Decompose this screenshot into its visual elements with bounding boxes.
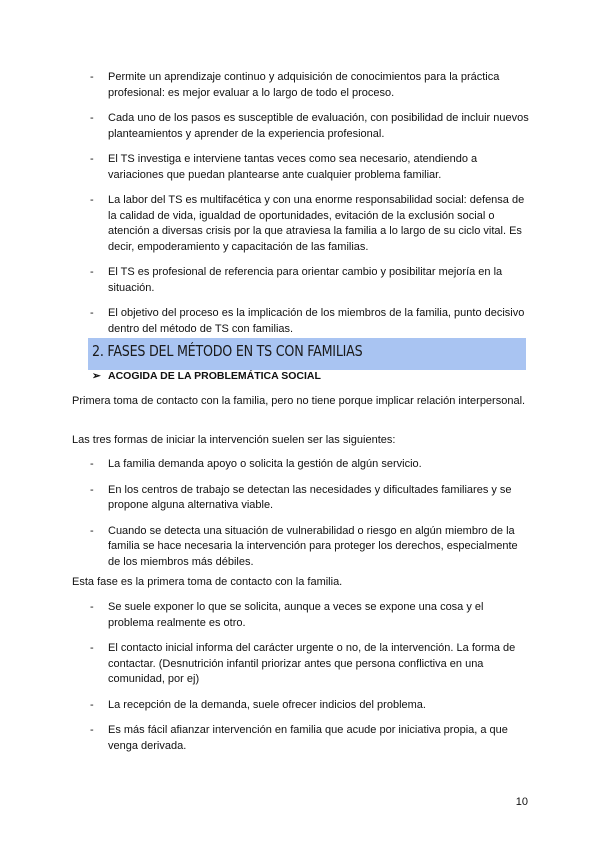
list-item-text: Cuando se detecta una situación de vulnerabilidad o riesgo en algún miembro de la familia se hace necesaria la intervención para proteger los derechos, especialmente de los miembros más débiles. [108, 524, 518, 568]
subheading [92, 370, 321, 382]
dash-bullet: - [90, 698, 94, 711]
list-item [90, 152, 530, 183]
dash-bullet: - [90, 71, 94, 83]
list-item-text: Permite un aprendizaje continuo y adquisición de conocimientos para la práctica profesional: es mejor evaluar a lo largo de todo el proceso. [108, 71, 500, 99]
dash-bullet: - [90, 194, 94, 206]
list-item-text: Cada uno de los pasos es susceptible de evaluación, con posibilidad de incluir nuevos planteamientos y aprender de la experiencia profesional. [108, 112, 529, 140]
bullet-list-first-contact [90, 600, 530, 764]
list-item [90, 111, 530, 142]
dash-bullet: - [90, 266, 94, 278]
list-item-text: La labor del TS es multifacética y con una enorme responsabilidad social: defensa de la calidad de vida, igualdad de oportunidades, evitación de la exclusión social o atención a diversas crisis por la que atraviesa la familia a lo largo de su ciclo vital. Es decir, empoderamiento y capacitación de las familias. [108, 194, 525, 253]
list-item-text: El contacto inicial informa del carácter urgente o no, de la intervención. La forma de contactar. (Desnutrición infantil priorizar antes que persona conflictiva en una comunidad, por ej) [108, 642, 516, 685]
dash-bullet: - [90, 724, 94, 736]
arrow-bullet-icon: ➢ [92, 370, 101, 382]
dash-bullet: - [90, 601, 94, 613]
bullet-list-advantages [90, 70, 530, 347]
list-item-text: En los centros de trabajo se detectan las necesidades y dificultades familiares y se propone alguna alternativa viable. [108, 483, 512, 511]
section-title: 2. FASES DEL MÉTODO EN TS CON FAMILIAS [92, 342, 363, 360]
dash-bullet: - [90, 307, 94, 319]
paragraph: Esta fase es la primera toma de contacto con la familia. [72, 576, 343, 588]
dash-bullet: - [90, 458, 94, 470]
dash-bullet: - [90, 524, 94, 537]
page-number: 10 [515, 796, 528, 808]
list-item [90, 600, 530, 631]
list-item [90, 70, 530, 101]
list-item [90, 524, 530, 571]
list-item [90, 193, 530, 255]
list-item-text: El objetivo del proceso es la implicación de los miembros de la familia, punto decisivo dentro del método de TS con familias. [108, 307, 525, 335]
list-item [90, 698, 530, 714]
list-item [90, 723, 530, 754]
list-item [90, 641, 530, 688]
list-item-text: El TS investiga e interviene tantas veces como sea necesario, atendiendo a variaciones que puedan plantearse ante cualquier problema familiar. [108, 153, 478, 181]
list-item [90, 483, 530, 514]
dash-bullet: - [90, 642, 94, 654]
list-item [90, 306, 530, 337]
dash-bullet: - [90, 153, 94, 165]
dash-bullet: - [90, 112, 94, 124]
bullet-list-intervention-forms [90, 457, 530, 580]
list-item [90, 457, 530, 473]
list-item [90, 265, 530, 296]
dash-bullet: - [90, 483, 94, 496]
list-item-text: La recepción de la demanda, suele ofrecer indicios del problema. [108, 698, 426, 711]
list-item-text: Es más fácil afianzar intervención en familia que acude por iniciativa propia, a que venga derivada. [108, 724, 508, 752]
list-item-text: El TS es profesional de referencia para orientar cambio y posibilitar mejoría en la situación. [108, 266, 503, 294]
list-item-text: Se suele exponer lo que se solicita, aunque a veces se expone una cosa y el problema realmente es otro. [108, 601, 484, 629]
list-item-text: La familia demanda apoyo o solicita la gestión de algún servicio. [108, 458, 422, 470]
subheading-text: ACOGIDA DE LA PROBLEMÁTICA SOCIAL [108, 370, 321, 382]
paragraph: Las tres formas de iniciar la intervención suelen ser las siguientes: [72, 434, 396, 446]
paragraph: Primera toma de contacto con la familia, pero no tiene porque implicar relación interpersonal. [72, 395, 526, 407]
